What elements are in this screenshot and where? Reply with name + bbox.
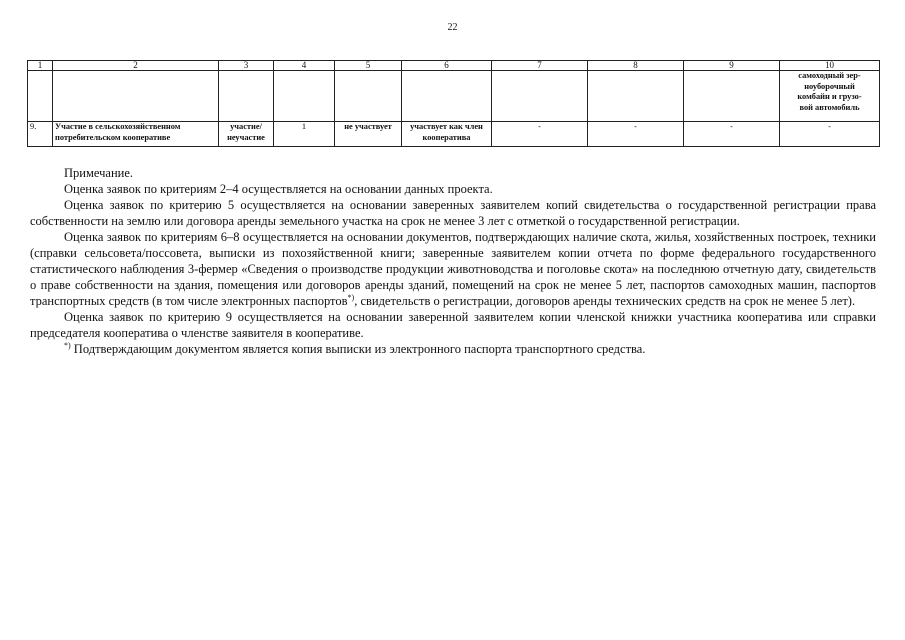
criterion-value-7: -: [492, 122, 588, 147]
notes-paragraph: Оценка заявок по критерию 9 осуществляется на основании заверенной заявителем копии членской книжки участника кооператива или справки председателя кооператива о членстве заявителя в кооперативе.: [30, 310, 876, 340]
header-cell: 8: [588, 61, 684, 71]
notes-title: Примечание.: [64, 166, 134, 180]
header-cell: 3: [219, 61, 274, 71]
header-cell: 9: [684, 61, 780, 71]
header-cell: 10: [780, 61, 880, 71]
row-number: 9.: [28, 122, 53, 147]
table-cell: [588, 71, 684, 122]
table-cell: [53, 71, 219, 122]
footnote: [30, 341, 876, 357]
notes-text: Оценка заявок по критериям 6–8 осуществляется на основании документов, подтверждающих наличие скота, жилья, хозяйственных построек, техники (справки сельсовета/поссовета, выписки из похозяйственной книги; заверенные заявителем копии отчета по форме федерального государственного статистического наблюдения 3-фермер «Сведения о производстве продукции животноводства и поголовье скота» на последнюю отчетную дату, свидетельств о праве собственности на здания, помещения или договоров аренды зданий, помещений на срок не менее 5 лет, паспортов самоходных машин, паспортов транспортных средств (в том числе электронных паспортов: [30, 230, 876, 308]
header-cell: 4: [274, 61, 335, 71]
criterion-value-8: -: [588, 122, 684, 147]
notes-paragraph: Оценка заявок по критерию 5 осуществляется на основании заверенных заявителем копий свидетельства о государственной регистрации права собственности на землю или договора аренды земельного участка на срок не менее 3 лет с отметкой о государственной регистрации.: [30, 198, 876, 228]
table-cell-machinery: самоходный зер- ноуборочный комбайн и грузо- вой автомобиль: [780, 71, 880, 122]
notes-text: , свидетельств о регистрации, договоров аренды технических средств на срок не менее 5 лет).: [354, 294, 856, 308]
table-cell: [28, 71, 53, 122]
footnote-marker: *): [64, 340, 71, 350]
table-cell: [492, 71, 588, 122]
criterion-value-10: -: [780, 122, 880, 147]
criterion-measure: участие/ неучастие: [219, 122, 274, 147]
notes-paragraph: Оценка заявок по критериям 2–4 осуществляется на основании данных проекта.: [64, 182, 493, 196]
header-cell: 7: [492, 61, 588, 71]
table-row: [28, 122, 880, 147]
footnote-reference: *): [347, 292, 355, 302]
criteria-table: [27, 60, 880, 147]
header-cell: 2: [53, 61, 219, 71]
table-cell: [335, 71, 402, 122]
table-cell: [219, 71, 274, 122]
criterion-value-9: -: [684, 122, 780, 147]
table-cell: [402, 71, 492, 122]
header-cell: 5: [335, 61, 402, 71]
table-cell: [274, 71, 335, 122]
table-cell: [684, 71, 780, 122]
table-row-continuation: [28, 71, 880, 122]
criterion-value-6: участвует как член кооператива: [402, 122, 492, 147]
page-number: 22: [447, 22, 458, 33]
footnote-text: Подтверждающим документом является копия выписки из электронного паспорта транспортного средства.: [73, 342, 646, 356]
notes-paragraph: [30, 229, 876, 309]
header-cell: 1: [28, 61, 53, 71]
criterion-weight: 1: [274, 122, 335, 147]
criterion-value-5: не участвует: [335, 122, 402, 147]
header-cell: 6: [402, 61, 492, 71]
notes-section: [30, 165, 876, 357]
table-header-row: [28, 61, 880, 71]
criterion-name: Участие в сельскохозяйственном потребительском кооперативе: [53, 122, 219, 147]
